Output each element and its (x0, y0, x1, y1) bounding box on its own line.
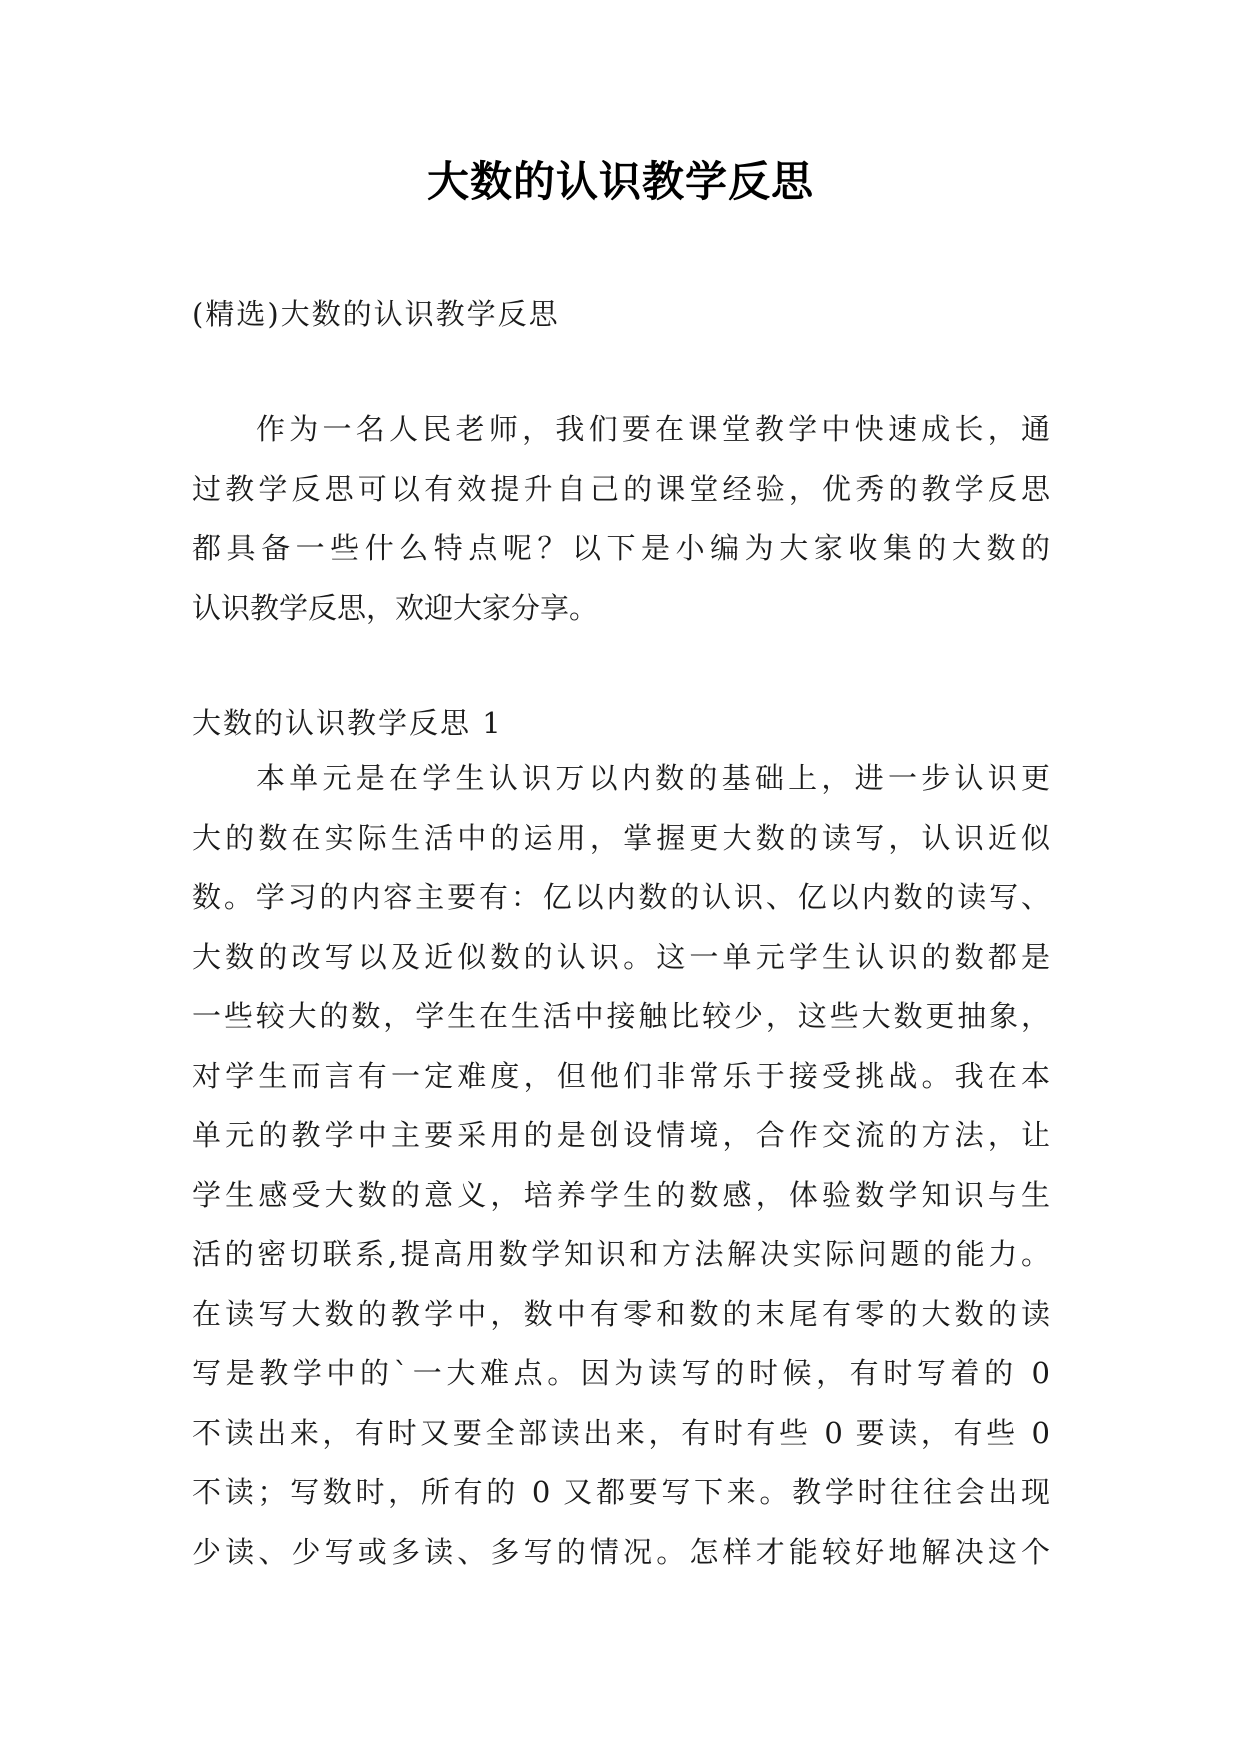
paragraph-line: 一些较大的数，学生在生活中接触比较少，这些大数更抽象， (192, 999, 1050, 1033)
paragraph-line: 大数的改写以及近似数的认识。这一单元学生认识的数都是 (192, 939, 1050, 974)
paragraph-line: 单元的教学中主要采用的是创设情境，合作交流的方法，让 (192, 1118, 1050, 1152)
paragraph-line: 不读出来，有时又要全部读出来，有时有些 0 要读，有些 0 (192, 1415, 1050, 1450)
intro-line: 过教学反思可以有效提升自己的课堂经验，优秀的教学反思 (192, 471, 1050, 506)
paragraph-line: 活的密切联系,提高用数学知识和方法解决实际问题的能力。 (192, 1237, 1050, 1271)
paragraph-line: 大的数在实际生活中的运用，掌握更大数的读写，认识近似 (192, 820, 1050, 855)
paragraph-line: 不读；写数时，所有的 0 又都要写下来。教学时往往会出现 (192, 1475, 1050, 1509)
document-title: 大数的认识教学反思 (426, 157, 814, 206)
intro-line: 作为一名人民老师，我们要在课堂教学中快速成长，通 (256, 412, 1050, 446)
section-paragraph (192, 749, 1050, 1582)
paragraph-line: 学生感受大数的意义，培养学生的数感，体验数学知识与生 (192, 1177, 1050, 1212)
intro-line: 认识教学反思，欢迎大家分享。 (192, 590, 599, 625)
paragraph-line: 少读、少写或多读、多写的情况。怎样才能较好地解决这个 (192, 1534, 1050, 1569)
document-subtitle: (精选)大数的认识教学反思 (192, 297, 560, 331)
paragraph-line: 数。学习的内容主要有：亿以内数的认识、亿以内数的读写、 (192, 880, 1050, 914)
paragraph-line: 在读写大数的教学中，数中有零和数的末尾有零的大数的读 (192, 1296, 1050, 1331)
intro-paragraph (192, 400, 1050, 638)
section-heading: 大数的认识教学反思 1 (192, 706, 503, 740)
paragraph-line: 本单元是在学生认识万以内数的基础上，进一步认识更 (256, 761, 1050, 795)
paragraph-line: 对学生而言有一定难度，但他们非常乐于接受挑战。我在本 (192, 1058, 1050, 1093)
paragraph-line: 写是教学中的`一大难点。因为读写的时候，有时写着的 0 (192, 1356, 1050, 1390)
intro-line: 都具备一些什么特点呢？以下是小编为大家收集的大数的 (192, 531, 1050, 565)
